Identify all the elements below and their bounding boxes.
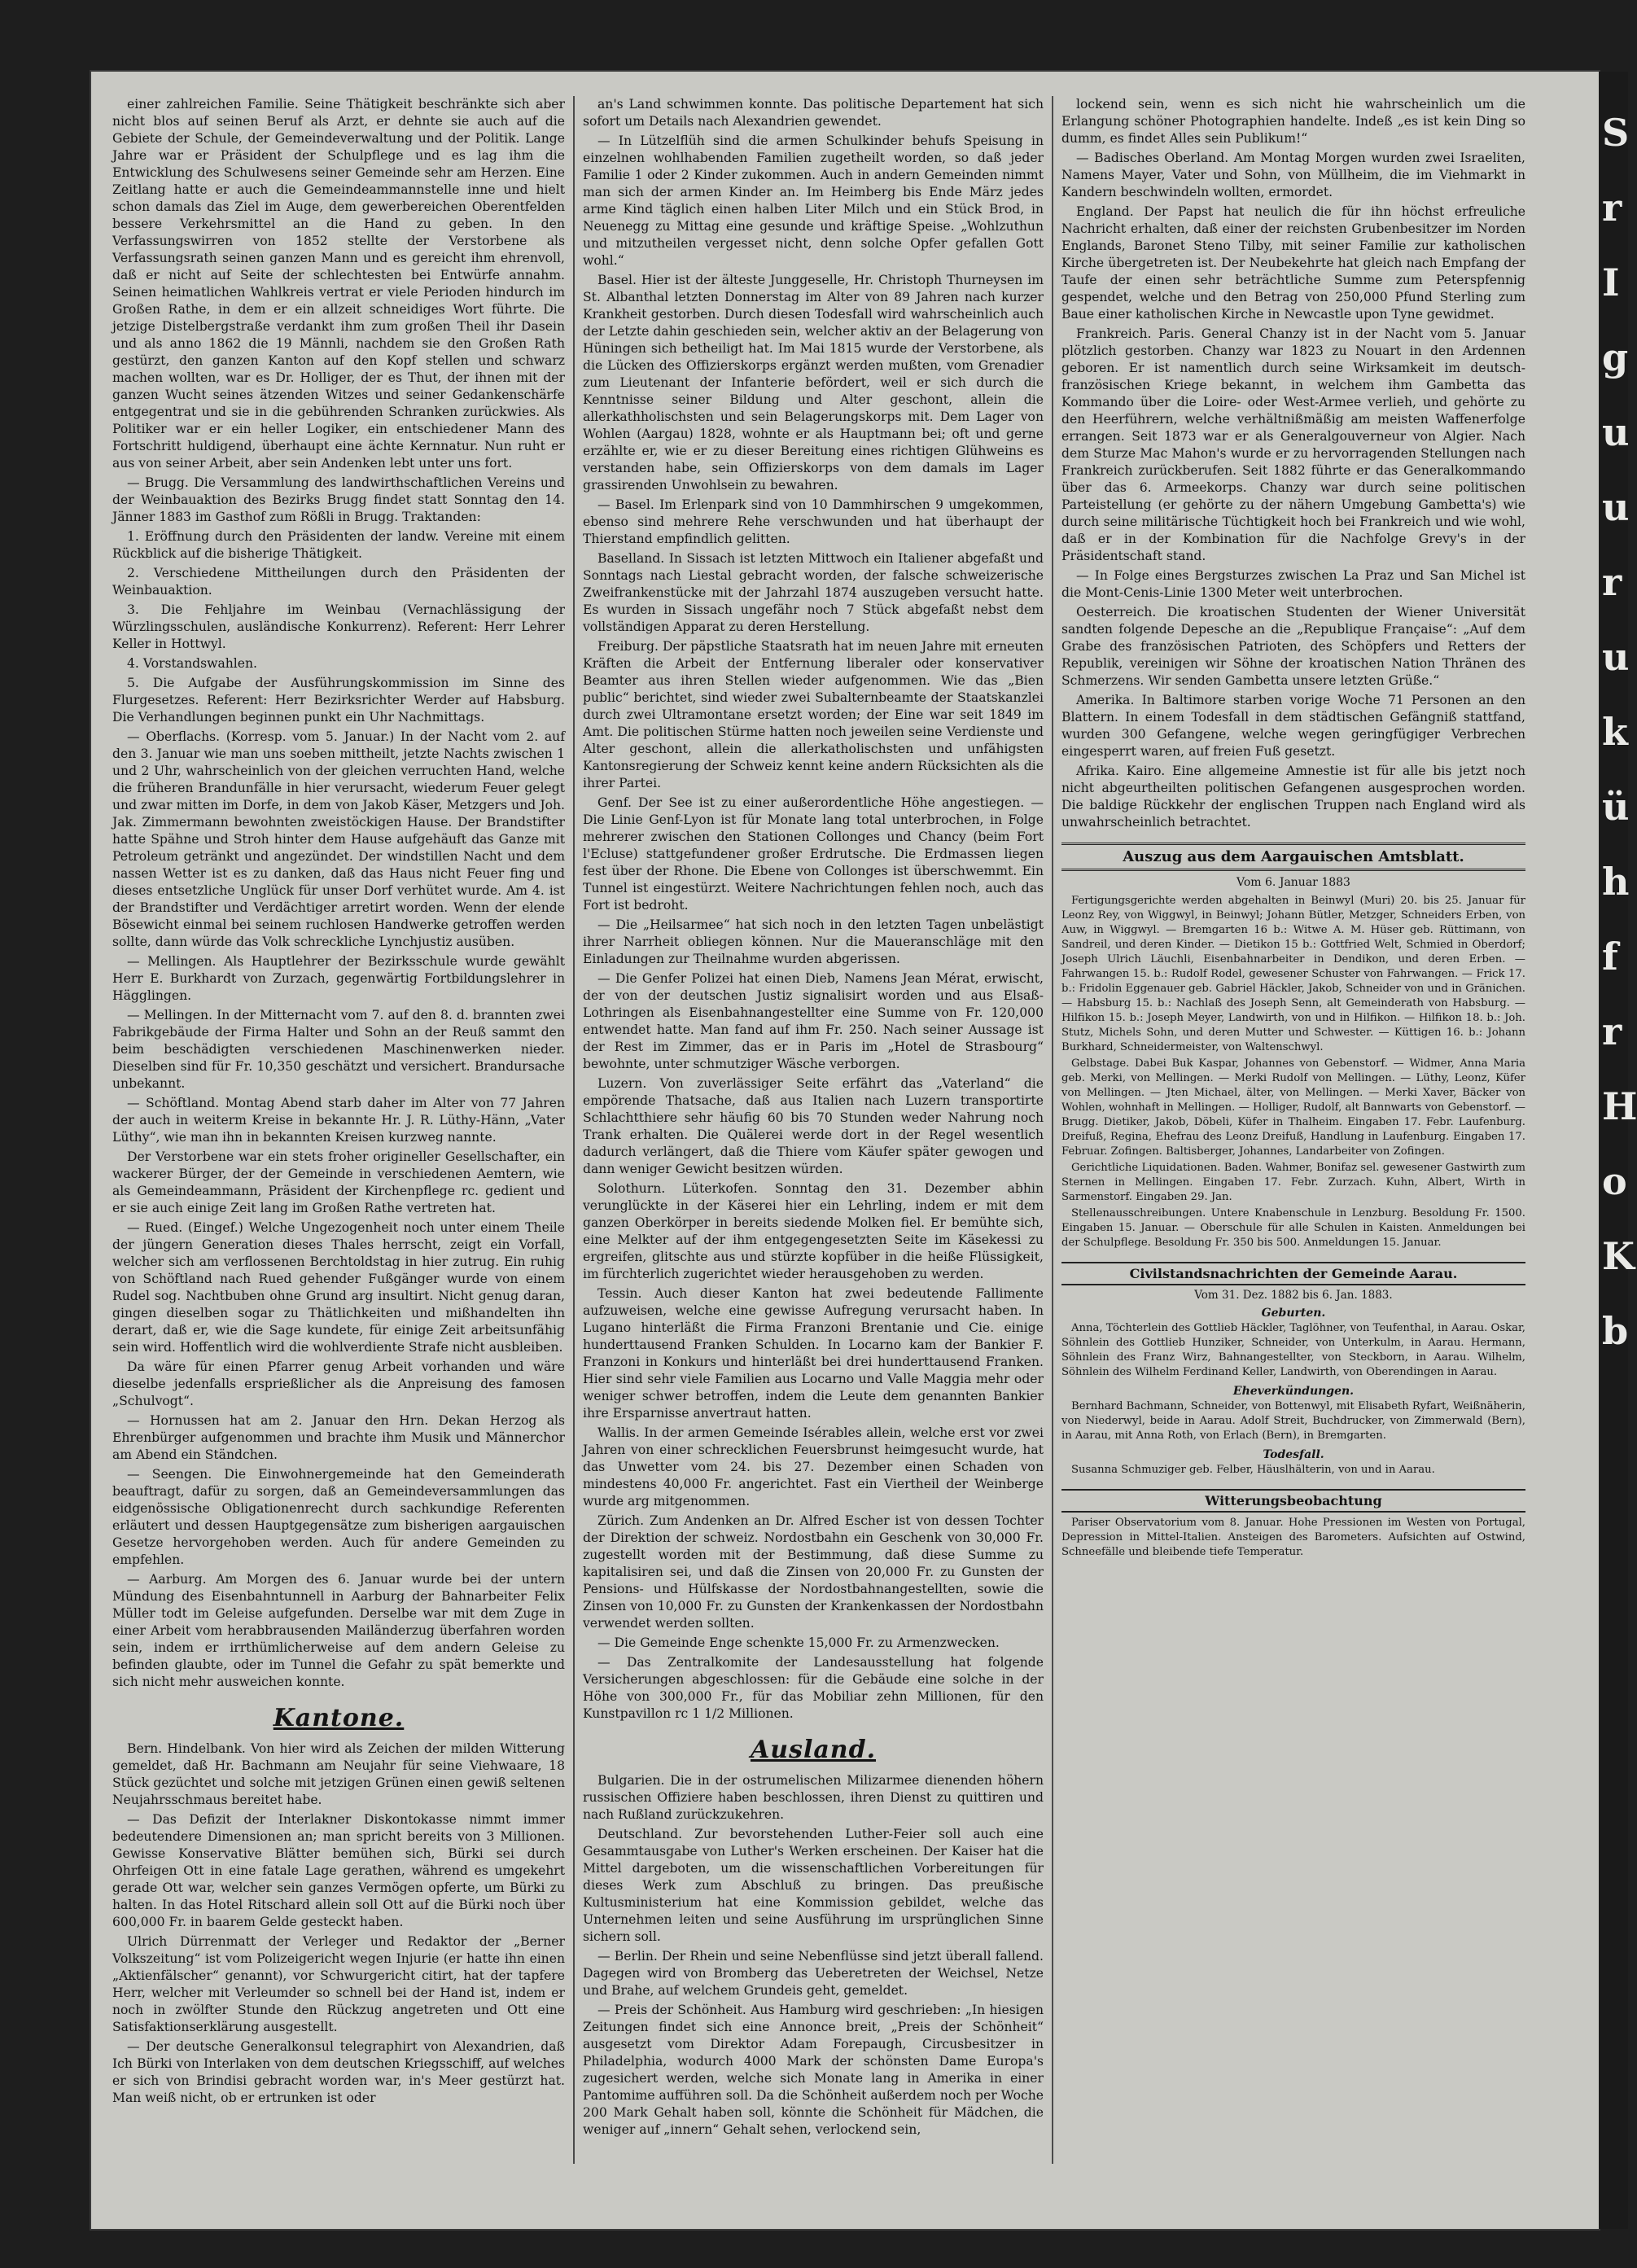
newspaper-sheet [91, 72, 1599, 2229]
article-paragraph: — Mellingen. Als Hauptlehrer der Bezirksschule wurde gewählt Herr E. Burkhardt von Zurzach, gegenwärtig Fortbildungslehrer in Hägglingen. [112, 954, 565, 1003]
banns-heading: Eheverkündungen. [1232, 1385, 1355, 1398]
article-paragraph: Afrika. Kairo. Eine allgemeine Amnestie ist für alle bis jetzt noch nicht abgeurtheilten politischen Gefangenen ausgesprochen worden. Die baldige Rückkehr der englischen Truppen nach England wird als unwahrscheinlich betrachtet. [1061, 764, 1525, 830]
article-paragraph: Amerika. In Baltimore starben vorige Woche 71 Personen an den Blattern. In einem Todesfall in dem städtischen Gefängniß stattfand, wurden 300 Gefangene, welche wegen geringfügiger Verbrechen eingesperrt waren, auf freien Fuß gesetzt. [1061, 693, 1525, 759]
edge-glyph: g [1602, 335, 1629, 379]
article-paragraph: — Aarburg. Am Morgen des 6. Januar wurde bei der untern Mündung des Eisenbahntunnell in Aarburg der Bahnarbeiter Felix Müller todt im Geleise aufgefunden. Derselbe war mit dem Zuge in einer Arbeit vom herabbrausenden Mailänderzug überfahren worden sein, indem er irrthümlicherweise auf dem andern Geleise zu befinden glaubte, oder im Tunnel die Gefahr zu spät bemerkte und sich nicht mehr ausweichen konnte. [112, 1572, 565, 1689]
article-paragraph: 3. Die Fehljahre im Weinbau (Vernachlässigung der Würzlingsschulen, ausländische Konkurrenz). Referent: Herr Lehrer Keller in Hottwyl. [112, 602, 565, 651]
article-paragraph: Deutschland. Zur bevorstehenden Luther-Feier soll auch eine Gesammtausgabe von Luther's Werken erscheinen. Der Kaiser hat die Mittel dargeboten, um die wissenschaftlichen Vorbereitungen für dieses Werk zum Abschluß zu bringen. Das preußische Kultusministerium hat eine Kommission gebildet, welche das Unternehmen leiten und seine Ausführung im ursprünglichen Sinne sichern soll. [583, 1827, 1044, 1944]
edge-glyph: k [1602, 710, 1628, 754]
amtsblatt-date: Vom 6. Januar 1883 [1237, 876, 1350, 889]
article-paragraph: Zürich. Zum Andenken an Dr. Alfred Escher ist von dessen Tochter der Direktion der schweiz. Nordostbahn ein Geschenk von 30,000 Fr. zugestellt worden mit der Bestimmung, daß diese Summe zu kapitalisiren sei, und daß die Zinsen von 20,000 Fr. zu Gunsten der Pensions- und Hülfskasse der Nordostbahnangestellten, sowie die Zinsen von 10,000 Fr. zu Gunsten der Krankenkassen der Nordostbahn verwendet werden sollten. [583, 1513, 1044, 1631]
article-paragraph: Bern. Hindelbank. Von hier wird als Zeichen der milden Witterung gemeldet, daß Hr. Bachmann am Neujahr für seine Viehwaare, 18 Stück gezüchtet und solche mit jetzigen Grünen einen gewiß seltenen Neujahrsschmaus bereitet habe. [112, 1741, 565, 1807]
edge-glyph: o [1602, 1159, 1627, 1203]
adjacent-page-edge [1599, 72, 1637, 2229]
column-divider [573, 96, 575, 2164]
article-paragraph: Da wäre für einen Pfarrer genug Arbeit vorhanden und wäre dieselbe jedenfalls ersprießlicher als die Anpreisung des famosen „Schulvogt“. [112, 1359, 565, 1408]
article-paragraph: Ulrich Dürrenmatt der Verleger und Redaktor der „Berner Volkszeitung“ ist vom Polizeigericht wegen Injurie (er hatte ihn einen „Aktienfälscher“ genannt), vor Schwurgericht citirt, hat der tapfere Herr, welcher mit Verleumder so schnell bei der Hand ist, indem er noch in zwölfter Stunde den Rückzug angetreten und Ott eine Satisfaktionserklärung ausgestellt. [112, 1934, 565, 2034]
article-paragraph: Genf. Der See ist zu einer außerordentliche Höhe angestiegen. — Die Linie Genf-Lyon ist für Monate lang total unterbrochen, in Folge mehrerer zwischen den Stationen Collonges und Chancy (beim Fort l'Ecluse) stattgefundener großer Erdrutsche. Die Erdmassen liegen fest über der Rhone. Die Ebene von Collonges ist überschwemmt. Ein Tunnel ist eingestürzt. Weitere Nachrichtungen fehlen noch, auch das Fort ist bedroht. [583, 795, 1044, 913]
article-paragraph: Gelbstage. Dabei Buk Kaspar, Johannes von Gebenstorf. — Widmer, Anna Maria geb. Merki, von Mellingen. — Merki Rudolf von Mellingen. — Lüthy, Leonz, Küfer von Mellingen. — Jten Michael, älter, von Mellingen. — Merki Xaver, Bäcker von Wohlen, wohnhaft in Mellingen. — Holliger, Rudolf, alt Bannwarts von Gebenstorf. — Brugg. Dietiker, Jakob, Döbeli, Küfer in Thalheim. Eingaben 17. Febr. Laufenburg. Dreifuß, Regina, Ehefrau des Leonz Dreifuß, Handlung in Laufenburg. Eingaben 17. Februar. Zofingen. Baltisberger, Johannes, Landarbeiter von Zofingen. [1061, 1057, 1525, 1158]
article-paragraph: lockend sein, wenn es sich nicht hie wahrscheinlich um die Erlangung schöner Photographien handelte. Indeß „es ist kein Ding so dumm, es findet Alles sein Publikum!“ [1061, 97, 1525, 146]
edge-glyph: u [1602, 635, 1630, 679]
article-paragraph: Oesterreich. Die kroatischen Studenten der Wiener Universität sandten folgende Depesche an die „Republique Française“: „Auf dem Grabe des französischen Patrioten, des Schöpfers und Retters der Republik, vereinigen wir Söhne der kroatischen Nation Thränen des Schmerzens. Wir senden Gambetta unsere letzten Grüße.“ [1061, 605, 1525, 688]
column-2 [583, 96, 1044, 2164]
article-paragraph: — Preis der Schönheit. Aus Hamburg wird geschrieben: „In hiesigen Zeitungen findet sich eine Annonce breit, „Preis der Schönheit“ ausgesetzt vom Direktor Adam Forepaugh, Circusbesitzer in Philadelphia, wodurch 4000 Mark der schönsten Dame Europa's zugesichert werden, welche sich Monate lang in Amerika in einer Pantomime aufführen soll. Da die Schönheit außerdem noch per Woche 200 Mark Gehalt haben soll, könnte die Schönheit für Mädchen, die weniger auf „innern“ Gehalt sehen, verlockend sein, [583, 2003, 1044, 2137]
article-paragraph: Fertigungsgerichte werden abgehalten in Beinwyl (Muri) 20. bis 25. Januar für Leonz Rey, von Wiggwyl, in Beinwyl; Johann Bütler, Metzger, Schneiders Erben, von Auw, in Wiggwyl. — Bremgarten 16 b.: Witwe A. M. Hüser geb. Rüttimann, von Sandreil, und deren Kinder. — Dietikon 15 b.: Gottfried Welt, Schmied in Oberdorf; Joseph Ulrich Läuchli, Eisenbahnarbeiter in Dendikon, und deren Erben. — Fahrwangen 15. b.: Rudolf Rodel, gewesener Schuster von Fahrwangen. — Frick 17. b.: Fridolin Eggenauer geb. Gabriel Häckler, Jakob, Schneider von und in Gränichen. — Habsburg 15. b.: Nachlaß des Joseph Senn, alt Gemeinderath von Habsburg. — Hilfikon 15. b.: Joseph Meyer, Landwirth, von und in Hilfikon. — Hilfikon 18. b.: Joh. Stutz, Michels Sohn, und deren Mutter und Schwester. — Küttigen 16. b.: Johann Burkhard, Schneidermeister, von Waltenschwyl. [1061, 895, 1525, 1053]
births-heading: Geburten. [1261, 1307, 1326, 1320]
edge-glyph: r [1602, 1009, 1622, 1053]
article-paragraph: Baselland. In Sissach ist letzten Mittwoch ein Italiener abgefaßt und Sonntags nach Liestal gebracht worden, der falsche schweizerische Zweifrankenstücke mit der Jahrzahl 1874 auszugeben versucht hatte. Es wurden in Sissach ungefähr noch 7 Stück abgefaßt nebst dem vollständigen Apparat zu deren Herstellung. [583, 551, 1044, 634]
civil-registry-date: Vom 31. Dez. 1882 bis 6. Jan. 1883. [1194, 1289, 1393, 1302]
article-paragraph: — Rued. (Eingef.) Welche Ungezogenheit noch unter einem Theile der jüngern Generation dieses Thales herrscht, zeigt ein Vorfall, welcher sich am verflossenen Berchtoldstag in hier zutrug. Ein ruhig von Schöftland nach Rued gehender Fußgänger wurde von einem Rudel sog. Nachtbuben ohne Grund arg insultirt. Nicht genug daran, gingen dieselben sogar zu Thätlichkeiten und mißhandelten ihn derart, daß er, wie die Sage kundete, für einige Zeit arbeitsunfähig sein wird. Hoffentlich wird die wohlverdiente Strafe nicht ausbleiben. [112, 1220, 565, 1355]
edge-glyph: H [1602, 1084, 1637, 1128]
article-paragraph: — Schöftland. Montag Abend starb daher im Alter von 77 Jahren der auch in weiterm Kreise in bekannte Hr. J. R. Lüthy-Hänn, „Vater Lüthy“, wie man ihn in bekannten Kreisen kurzweg nannte. [112, 1096, 565, 1145]
article-paragraph: — Badisches Oberland. Am Montag Morgen wurden zwei Israeliten, Namens Mayer, Vater und Sohn, von Müllheim, die im Viehmarkt in Kandern beschwindeln wollten, ermordet. [1061, 151, 1525, 199]
article-paragraph: Bulgarien. Die in der ostrumelischen Milizarmee dienenden höhern russischen Offiziere haben beschlossen, ihren Dienst zu quittiren und nach Rußland zurückzukehren. [583, 1773, 1044, 1822]
article-paragraph: Solothurn. Lüterkofen. Sonntag den 31. Dezember abhin verunglückte in der Käserei hier ein Lehrling, indem er mit dem ganzen Oberkörper in bereits siedende Molken fiel. Er bemühte sich, eine Melkter auf der ihm entgegengesetzten Seite im Käsekessi zu ergreifen, glitschte aus und stürzte kopfüber in die heiße Flüssigkeit, im fürchterlich zugerichtet wieder herausgehoben zu werden. [583, 1181, 1044, 1281]
article-paragraph: Frankreich. Paris. General Chanzy ist in der Nacht vom 5. Januar plötzlich gestorben. Chanzy war 1823 zu Nouart in den Ardennen geboren. Er ist namentlich durch seine Wirksamkeit im deutsch-französischen Kriege bekannt, in welchem ihm Gambetta das Kommando über die Loire- oder West-Armee verlieh, und gehörte zu den Heerführern, welche verhältnißmäßig am meisten Waffenerfolge errangen. Seit 1873 war er als Generalgouverneur von Algier. Nach dem Sturze Mac Mahon's wurde er zu hervorragenden Stellungen nach Frankreich zurückberufen. Seit 1882 führte er das Generalkommando über das 6. Armeekorps. Chanzy war durch seine politischen Parteistellung (er gehörte zu der nähern Umgebung Gambetta's) wie durch seine militärische Tüchtigkeit hoch bei Frankreich und wie wohl, daß er in der Kombination für die Nachfolge Grevy's in der Präsidentschaft stand. [1061, 326, 1525, 563]
article-paragraph: Luzern. Von zuverlässiger Seite erfährt das „Vaterland“ die empörende Thatsache, daß aus Italien nach Luzern transportirte Schlachtthiere sehr häufig 60 bis 70 Stunden weder Nahrung noch Trank erhalten. Die Quälerei werde dort in der Regel wesentlich dadurch verlängert, daß die Thiere vom Käufer später gewogen und dann weniger Gewicht besitzen würden. [583, 1076, 1044, 1176]
civil-registry-title: Civilstandsnachrichten der Gemeinde Aarau. [1061, 1262, 1525, 1285]
article-paragraph: Anna, Töchterlein des Gottlieb Häckler, Taglöhner, von Teufenthal, in Aarau. Oskar, Söhnlein des Gottlieb Hunziker, Schneider, von Unterkulm, in Aarau. Hermann, Söhnlein des Franz Wirz, Bahnangestellter, von Steckborn, in Aarau. Wilhelm, Söhnlein des Wilhelm Ferdinand Keller, Landwirth, von Oberendingen in Aarau. [1061, 1322, 1525, 1378]
article-paragraph: Pariser Observatorium vom 8. Januar. Hohe Pressionen im Westen von Portugal, Depression in Mittel-Italien. Ansteigen des Barometers. Aufsichten auf Ostwind, Schneefälle und bleibende tiefe Temperatur. [1061, 1517, 1525, 1558]
article-paragraph: Bernhard Bachmann, Schneider, von Bottenwyl, mit Elisabeth Ryfart, Weißnäherin, von Niederwyl, beide in Aarau. Adolf Streit, Buchdrucker, von Zimmerwald (Bern), in Aarau, mit Anna Roth, von Erlach (Bern), in Bremgarten. [1061, 1400, 1525, 1442]
article-paragraph: — Brugg. Die Versammlung des landwirthschaftlichen Vereins und der Weinbauaktion des Bezirks Brugg findet statt Sonntag den 14. Jänner 1883 im Gasthof zum Rößli in Brugg. Traktanden: [112, 475, 565, 524]
article-paragraph: — In Folge eines Bergsturzes zwischen La Praz und San Michel ist die Mont-Cenis-Linie 1300 Meter weit unterbrochen. [1061, 568, 1525, 600]
article-paragraph: — Die Genfer Polizei hat einen Dieb, Namens Jean Mérat, erwischt, der von der deutschen Justiz signalisirt worden und aus Elsaß-Lothringen als Eisenbahnangestellter eine Summe von Fr. 120,000 entwendet hatte. Man fand auf ihm Fr. 250. Nach seiner Aussage ist der Rest im Zimmer, das er in Paris im „Hotel de Strasbourg“ bewohnte, unter schmutziger Wäsche verborgen. [583, 971, 1044, 1071]
section-heading-ausland: Ausland. [750, 1736, 877, 1764]
edge-glyph: f [1602, 935, 1618, 979]
edge-glyph: u [1602, 485, 1630, 529]
edge-glyph: u [1602, 410, 1630, 454]
edge-glyph: h [1602, 860, 1630, 904]
article-paragraph: — In Lützelflüh sind die armen Schulkinder behufs Speisung in einzelnen wohlhabenden Familien zugetheilt worden, so daß jeder Familie 1 oder 2 Kinder zukommen. Auch in andern Gemeinden nimmt man sich der armen Kinder an. Im Heimberg bis Ende März jedes arme Kind täglich einen halben Liter Milch und ein Stück Brod, in Neuenegg zu Mittag eine gesunde und kräftige Speise. „Wohlzuthun und mitzutheilen vergesset nicht, denn solche Opfer gefallen Gott wohl.“ [583, 134, 1044, 268]
article-paragraph: einer zahlreichen Familie. Seine Thätigkeit beschränkte sich aber nicht blos auf seinen Beruf als Arzt, er dehnte sie auch auf die Gebiete der Schule, der Gemeindeverwaltung und der Politik. Lange Jahre war er Präsident der Schulpflege und es lag ihm die Entwicklung des Schulwesens seiner Gemeinde sehr am Herzen. Eine Zeitlang hatte er auch die Gemeindeammannstelle inne und hielt schon damals das Ziel im Auge, dem gewerbereichen Oberentfelden bessere Verkehrsmittel an die Hand zu geben. In den Verfassungswirren von 1852 stellte der Verstorbene als Verfassungsrath seinen ganzen Mann und es gereicht ihm ehrenvoll, daß er nicht auf Seite der schlechtesten bei Entwürfe annahm. Seinen heimatlichen Wahlkreis vertrat er viele Perioden hindurch im Großen Rathe, in dem er ein allzeit schneidiges Wort führte. Die jetzige Distelbergstraße verdankt ihm zum großen Theil ihr Dasein und als anno 1862 die 19 Männli, nachdem sie den Großen Rath gestürzt, den ganzen Kanton auf den Kopf stellen und schwarz machen wollten, war es Dr. Holliger, der es Thut, der ihnen mit der ganzen Wucht seines ätzenden Witzes und seiner Gedankenschärfe entgegentrat und sie in die gebührenden Schranken zurückwies. Als Politiker war er ein heller Logiker, ein entschiedener Mann des Fortschritt huldigend, überhaupt eine ächte Kernnatur. Nun ruht er aus von seiner Arbeit, aber sein Andenken lebt unter uns fort. [112, 97, 565, 471]
article-paragraph: — Der deutsche Generalkonsul telegraphirt von Alexandrien, daß Ich Bürki von Interlaken von dem deutschen Kriegsschiff, auf welches er sich von Brindisi gebracht worden war, in's Meer gestürzt hat. Man weiß nicht, ob er ertrunken ist oder [112, 2039, 565, 2105]
edge-glyph: K [1602, 1234, 1635, 1278]
edge-glyph: ü [1602, 785, 1630, 829]
article-paragraph: — Basel. Im Erlenpark sind von 10 Dammhirschen 9 umgekommen, ebenso sind mehrere Rehe verschwunden und hat überhaupt der Thierstand empfindlich gelitten. [583, 497, 1044, 546]
article-paragraph: — Das Zentralkomite der Landesausstellung hat folgende Versicherungen abgeschlossen: für die Gebäude eine solche in der Höhe von 300,000 Fr., für das Mobiliar zehn Millionen, für den Kunstpavillon rc 1 1/2 Millionen. [583, 1655, 1044, 1721]
article-paragraph: — Oberflachs. (Korresp. vom 5. Januar.) In der Nacht vom 2. auf den 3. Januar wie man uns soeben mittheilt, jetzte Nachts zwischen 1 und 2 Uhr, wahrscheinlich von der gleichen verruchten Hand, welche die früheren Brandunfälle in hier verursacht, wiederum Feuer gelegt und zwar mitten im Dorfe, in dem von Jakob Käser, Metzgers und Joh. Jak. Zimmermann bewohnten zweistöckigen Hause. Der Brandstifter hatte Spähne und Stroh hinter dem Hause aufgehäuft das Ganze mit Petroleum getränkt und angezündet. Der windstillen Nacht und dem nassen Wetter ist es zu danken, daß das Haus nicht Feuer fing und dieses entsetzliche Unglück für unser Dorf verhütet wurde. Am 4. ist der Brandstifter und Verdächtiger arretirt worden. Wenn der elende Bösewicht einmal bei seinem ruchlosen Handwerke getroffen werden sollte, dann würde das Volk schreckliche Lynchjustiz ausüben. [112, 729, 565, 949]
article-paragraph: 5. Die Aufgabe der Ausführungskommission im Sinne des Flurgesetzes. Referent: Herr Bezirksrichter Werder auf Habsburg. Die Verhandlungen beginnen punkt ein Uhr Nachmittags. [112, 676, 565, 725]
article-paragraph: England. Der Papst hat neulich die für ihn höchst erfreuliche Nachricht erhalten, daß einer der reichsten Grubenbesitzer im Norden Englands, Baronet Steno Tilby, mit seiner Familie zur katholischen Kirche übergetreten ist. Der Neubekehrte hat gleich nach Empfang der Taufe der einen sehr beträchtliche Summe zum Peterspfennig gespendet, welche und den Betrag von 250,000 Pfund Sterling zum Baue einer katholischen Kirche in Newcastle upon Tyne gewidmet. [1061, 204, 1525, 322]
article-paragraph: 4. Vorstandswahlen. [127, 656, 258, 671]
article-paragraph: Stellenausschreibungen. Untere Knabenschule in Lenzburg. Besoldung Fr. 1500. Eingaben 15. Januar. — Oberschule für alle Schulen in Kaisten. Anmeldungen bei der Schulpflege. Besoldung Fr. 350 bis 500. Anmeldungen 15. Januar. [1061, 1207, 1525, 1249]
article-paragraph: 1. Eröffnung durch den Präsidenten der landw. Vereine mit einem Rückblick auf die bisherige Thätigkeit. [112, 529, 565, 561]
edge-glyph: S [1602, 111, 1630, 155]
article-paragraph: — Das Defizit der Interlakner Diskontokasse nimmt immer bedeutendere Dimensionen an; man spricht bereits von 3 Millionen. Gewisse Konservative Blätter bemühen sich, Bürki sei durch Ohrfeigen Ott in eine fatale Lage gerathen, während es umgekehrt gerade Ott war, welcher sein ganzes Vermögen opferte, um Bürki zu halten. In das Hotel Ritschard allein soll Ott auf die Bürki noch über 600,000 Fr. in baarem Gelde gesteckt haben. [112, 1812, 565, 1929]
article-paragraph: Basel. Hier ist der älteste Junggeselle, Hr. Christoph Thurneysen im St. Albanthal letzten Donnerstag im Alter von 89 Jahren nach kurzer Krankheit gestorben. Durch diesen Todesfall wird wahrscheinlich auch der Letzte dahin geschieden sein, welcher aktiv an der Belagerung von Hüningen sich betheiligt hat. Im Mai 1815 wurde der Verstorbene, als die Lücken des Offizierskorps ergänzt werden mußten, vom Grenadier zum Lieutenant der Infanterie befördert, weil er sich durch die Kenntnisse seiner Bildung und Alter geschont, allein die allerkathholischsten und sein Belagerungskorps mit. Dem Lager von Wohlen (Aargau) 1828, wohnte er als Hauptmann bei; oft und gerne erzählte er, wie er zu dieser Bereitung eines richtigen Glühweins es verstanden habe, sein Offizierskorps von dem damals im Lager grassirenden Unwohlsein zu bewahren. [583, 273, 1044, 493]
article-paragraph: an's Land schwimmen konnte. Das politische Departement hat sich sofort um Details nach Alexandrien gewendet. [583, 97, 1044, 129]
article-paragraph: Freiburg. Der päpstliche Staatsrath hat im neuen Jahre mit erneuten Kräften die Arbeit der Entfernung liberaler oder konservativer Beamter aus ihren Stellen wieder aufgenommen. Wie das „Bien public“ berichtet, sind wieder zwei Subalternbeamte der Staatskanzlei durch zwei Ultramontane ersetzt worden; der Eine war seit 1849 im Amt. Die politischen Stürme hatten noch jeweilen seine Verdienste und Alter geschont, allein die allerkatholischsten und unfähigsten Kantonsregierung der Schweiz kennt keine andern Rücksichten als die ihrer Partei. [583, 639, 1044, 790]
edge-glyph: b [1602, 1309, 1629, 1353]
column-divider [1052, 96, 1053, 2164]
edge-glyph: r [1602, 560, 1622, 604]
article-paragraph: — Die „Heilsarmee“ hat sich noch in den letzten Tagen unbelästigt ihrer Narrheit obliegen können. Nur die Maueranschläge mit den Einladungen zur Theilnahme wurden abgerissen. [583, 917, 1044, 966]
article-paragraph: — Hornussen hat am 2. Januar den Hrn. Dekan Herzog als Ehrenbürger aufgenommen und brachte ihm Musik und Männerchor am Abend ein Ständchen. [112, 1413, 565, 1462]
article-paragraph: — Mellingen. In der Mitternacht vom 7. auf den 8. d. brannten zwei Fabrikgebäude der Firma Halter und Sohn an der Reuß sammt den beim beschädigten verschiedenen Maschinenwerken nieder. Dieselben sind für Fr. 10,350 geschätzt und versichert. Brandursache unbekannt. [112, 1008, 565, 1091]
article-paragraph: — Die Gemeinde Enge schenkte 15,000 Fr. zu Armenzwecken. [597, 1635, 1000, 1650]
article-paragraph: Gerichtliche Liquidationen. Baden. Wahmer, Bonifaz sel. gewesener Gastwirth zum Sternen in Mellingen. Eingaben 17. Febr. Zurzach. Kuhn, Albert, Wirth in Sarmenstorf. Eingaben 29. Jan. [1061, 1162, 1525, 1203]
article-paragraph: 2. Verschiedene Mittheilungen durch den Präsidenten der Weinbauaktion. [112, 566, 565, 598]
edge-glyph: r [1602, 186, 1622, 230]
edge-glyph: I [1602, 261, 1620, 304]
weather-title: Witterungsbeobachtung [1061, 1489, 1525, 1513]
article-paragraph: Tessin. Auch dieser Kanton hat zwei bedeutende Fallimente aufzuweisen, welche eine gewisse Aufregung verursacht haben. In Lugano hinterläßt die Firma Franzoni Brentanie und Cie. einige hunderttausend Franken Schulden. In Locarno kam der Bankier F. Franzoni in Konkurs und hinterläßt bei drei hunderttausend Franken. Hier sind sehr viele Familien aus Locarno und Valle Maggia mehr oder weniger schwer betroffen, indem die Leute dem genannten Bankier ihre Ersparnisse anvertraut hatten. [583, 1286, 1044, 1421]
column-3 [1061, 96, 1525, 2164]
column-1 [112, 96, 565, 2164]
article-paragraph: — Seengen. Die Einwohnergemeinde hat den Gemeinderath beauftragt, dafür zu sorgen, daß an Gemeindeversammlungen das eidgenössische Obligationenrecht durch sachkundige Referenten erläutert und dessen Hauptgegensätze zum bisherigen aargauischen Gesetze hervorgehoben werden. Auch für andere Gemeinden zu empfehlen. [112, 1467, 565, 1567]
article-paragraph: Susanna Schmuziger geb. Felber, Häuslhälterin, von und in Aarau. [1071, 1464, 1435, 1476]
deaths-heading: Todesfall. [1263, 1448, 1324, 1461]
article-paragraph: Der Verstorbene war ein stets froher origineller Gesellschafter, ein wackerer Bürger, der der Gemeinde in verschiedenen Aemtern, wie als Gemeindeammann, Präsident der Kirchenpflege rc. gedient und er sie auch einige Zeit lang im Großen Rathe vertreten hat. [112, 1149, 565, 1215]
article-paragraph: — Berlin. Der Rhein und seine Nebenflüsse sind jetzt überall fallend. Dagegen wird von Bromberg das Ueberetreten der Weichsel, Netze und Brahe, auf welchem Grundeis geht, gemeldet. [583, 1949, 1044, 1998]
section-heading-kantone: Kantone. [273, 1704, 405, 1732]
amtsblatt-title: Auszug aus dem Aargauischen Amtsblatt. [1061, 843, 1525, 871]
article-paragraph: Wallis. In der armen Gemeinde Isérables allein, welche erst vor zwei Jahren von einer schrecklichen Feuersbrunst heimgesucht wurde, hat das Unwetter vom 24. bis 27. Dezember einen Schaden von mindestens 40,000 Fr. angerichtet. Fast ein Viertheil der Weinberge wurde arg mitgenommen. [583, 1425, 1044, 1508]
